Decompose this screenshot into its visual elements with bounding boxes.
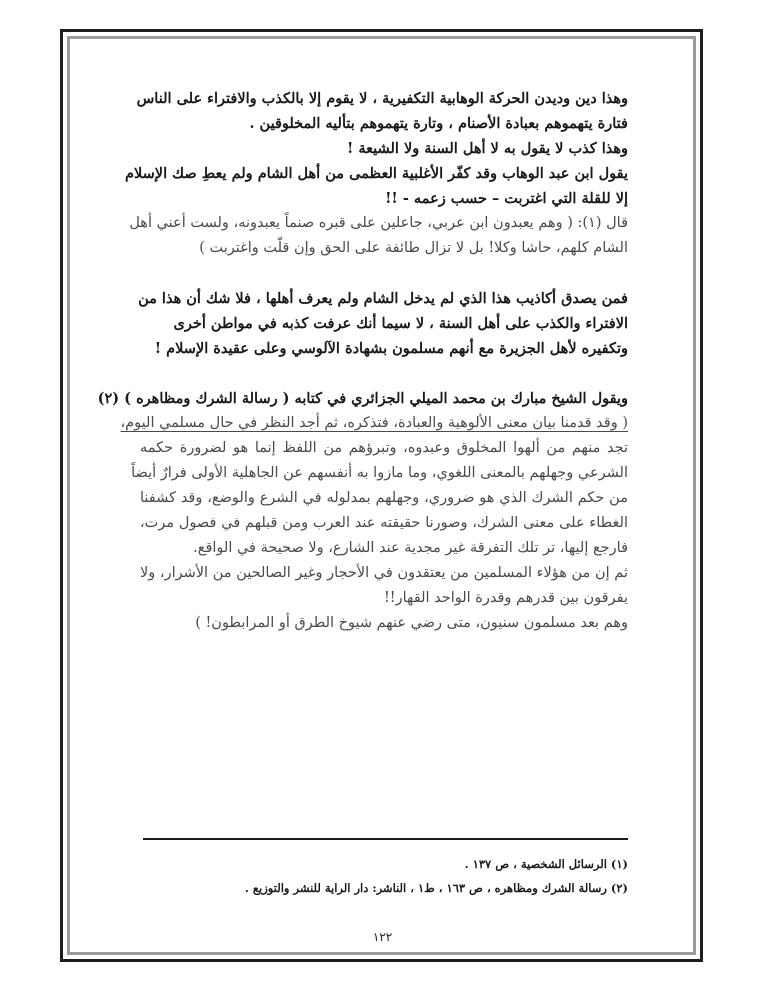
text-line: فتارة يتهموهم بعبادة الأصنام ، وتارة يتهموهم بتأليه المخلوقين . <box>249 115 628 132</box>
text-line: يقول ابن عبد الوهاب وقد كفّر الأغلبية العظمى من أهل الشام ولم يعطِ صك الإسلام <box>125 165 628 182</box>
quote-1 <box>129 211 628 261</box>
footnotes <box>140 852 628 900</box>
paragraph-2 <box>140 286 628 361</box>
text-line: ويقول الشيخ مبارك بن محمد الميلي الجزائري في كتابه ( رسالة الشرك ومظاهره ) (٢) <box>97 390 628 407</box>
footnote-2: (٢) رسالة الشرك ومظاهره ، ص ١٦٣ ، ط١ ، الناشر: دار الراية للنشر والتوزيع . <box>244 881 628 895</box>
quote-line: الشام كلهم، حاشا وكلا! بل لا تزال طائفة على الحق وإن قلّت واغتربت ) <box>199 240 628 256</box>
quote-line: قال (١): ( وهم يعبدون ابن عربي، جاعلين على قبره صنماً يعبدونه، ولست أعني أهل <box>129 215 628 231</box>
text-line: فمن يصدق أكاذيب هذا الذي لم يدخل الشام ولم يعرف أهلها ، فلا شك أن هذا من <box>138 290 628 307</box>
quote-2 <box>120 411 628 636</box>
quote-line: تجد منهم من ألهوا المخلوق وعبدوه، وتبرؤهم من اللفظ إنما هو لضرورة حكمه <box>140 440 628 456</box>
page-body <box>97 86 628 636</box>
text-line: وهذا دين وديدن الحركة الوهابية التكفيرية ، لا يقوم إلا بالكذب والافتراء على الناس <box>136 90 628 107</box>
spacer <box>140 261 628 286</box>
paragraph-1 <box>125 86 628 211</box>
quote-line: ثم إن من هؤلاء المسلمين من يعتقدون في الأحجار وغير الصالحين من الأشرار، ولا <box>140 565 628 581</box>
quote-line: يفرقون بين قدرهم وقدرة الواحد القهار!! <box>383 590 628 606</box>
spacer <box>140 361 628 386</box>
quote-line: فارجع إليها، تر تلك التفرقة غير مجدية عند الشارع، ولا صحيحة في الواقع. <box>193 540 628 556</box>
footnote-1: (١) الرسائل الشخصية ، ص ١٣٧ . <box>464 857 628 871</box>
quote-line: وهم بعد مسلمون سنيون، متى رضي عنهم شيوخ الطرق أو المرابطون! ) <box>195 615 628 631</box>
text-line: وهذا كذب لا يقول به لا أهل السنة ولا الشيعة ! <box>346 140 628 157</box>
quote-line: الغطاء على معنى الشرك، وصورنا حقيقته عند العرب ومن قبلهم في فصول مرت، <box>140 515 628 531</box>
quote-line: من حكم الشرك الذي هو ضروري، وجهلهم بمدلوله في الشرع والوضع، وقد كشفنا <box>140 490 628 506</box>
footnote-divider <box>143 838 628 840</box>
text-line: وتكفيره لأهل الجزيرة مع أنهم مسلمون بشهادة الآلوسي وعلى عقيدة الإسلام ! <box>154 340 628 357</box>
page-number: ١٢٢ <box>372 930 393 944</box>
text-line: الافتراء والكذب على أهل السنة ، لا سيما أنك عرفت كذبه في مواطن أخرى <box>173 315 628 332</box>
text-line: إلا للقلة التي اغتربت – حسب زعمه - !! <box>385 190 628 207</box>
quote-line: ( وقد قدمنا بيان معنى الألوهية والعبادة، فتذكره، ثم أجد النظر في حال مسلمي اليوم، <box>120 415 628 431</box>
quote-line: الشرعي وجهلهم بالمعنى اللغوي، وما مازوا به أنفسهم عن الجاهلية الأولى فرارٌ أيضاً <box>131 465 628 481</box>
paragraph-3 <box>97 386 628 411</box>
